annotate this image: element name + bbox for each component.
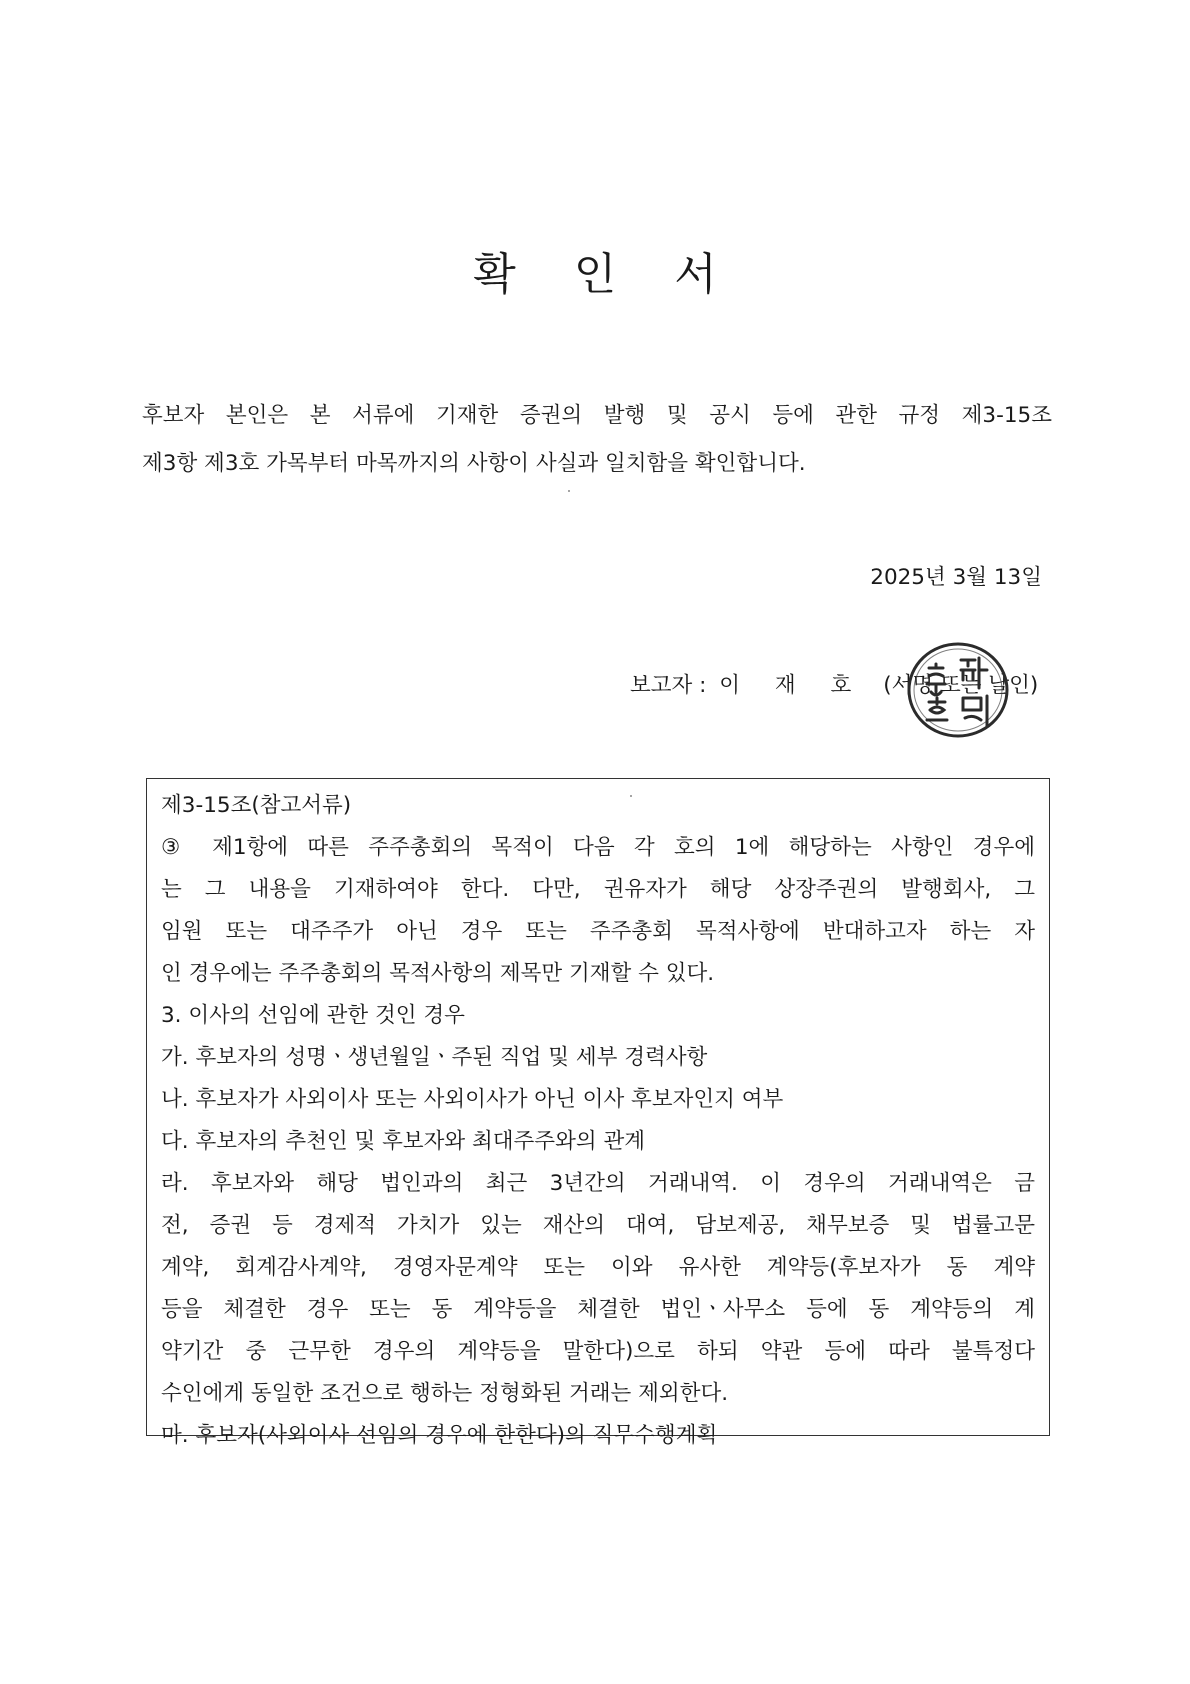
statement-line: 제3항 제3호 가목부터 마목까지의 사항이 사실과 일치함을 확인합니다. bbox=[142, 451, 806, 476]
reference-line: 등을 체결한 경우 또는 동 계약등을 체결한 법인ㆍ사무소 등에 동 계약등의 계 bbox=[161, 1297, 1035, 1322]
reporter-name: 이 재 호 bbox=[719, 673, 866, 698]
name-seal-stamp bbox=[905, 640, 1011, 740]
reference-line: 전, 증권 등 경제적 가치가 있는 재산의 대여, 담보제공, 채무보증 및 법률고문 bbox=[161, 1213, 1035, 1238]
reference-line: 가. 후보자의 성명ㆍ생년월일ㆍ주된 직업 및 세부 경력사항 bbox=[161, 1045, 708, 1070]
reference-line: 다. 후보자의 추천인 및 후보자와 최대주주와의 관계 bbox=[161, 1129, 645, 1154]
reference-line: 라. 후보자와 해당 법인과의 최근 3년간의 거래내역. 이 경우의 거래내역은 금 bbox=[161, 1171, 1035, 1196]
reference-line: 계약, 회계감사계약, 경영자문계약 또는 이와 유사한 계약등(후보자가 동 계약 bbox=[161, 1255, 1035, 1280]
reporter-label: 보고자 : bbox=[630, 673, 714, 698]
reference-line: ③ 제1항에 따른 주주총회의 목적이 다음 각 호의 1에 해당하는 사항인 경우에 bbox=[161, 835, 1035, 860]
reference-line: 마. 후보자(사외이사 선임의 경우에 한한다)의 직무수행계획 bbox=[161, 1423, 718, 1448]
reference-regulation-box bbox=[146, 778, 1050, 1448]
document-date: 2025년 3월 13일 bbox=[870, 565, 1042, 590]
scan-speck bbox=[568, 490, 570, 492]
scan-speck bbox=[630, 795, 632, 797]
confirmation-statement bbox=[142, 392, 1052, 488]
signature-note: (서명 또는 날인) bbox=[883, 673, 1039, 698]
reference-line: 나. 후보자가 사외이사 또는 사외이사가 아닌 이사 후보자인지 여부 bbox=[161, 1087, 784, 1112]
reference-heading: 제3-15조(참고서류) bbox=[161, 793, 352, 818]
statement-line: 후보자 본인은 본 서류에 기재한 증권의 발행 및 공시 등에 관한 규정 제3-15조 bbox=[142, 403, 1052, 428]
reference-line: 임원 또는 대주주가 아닌 경우 또는 주주총회 목적사항에 반대하고자 하는 자 bbox=[161, 919, 1035, 944]
reference-line: 인 경우에는 주주총회의 목적사항의 제목만 기재할 수 있다. bbox=[161, 961, 715, 986]
document-title: 확 인 서 bbox=[473, 249, 739, 300]
reference-line: 약기간 중 근무한 경우의 계약등을 말한다)으로 하되 약관 등에 따라 불특정다 bbox=[161, 1339, 1035, 1364]
reference-line: 수인에게 동일한 조건으로 행하는 정형화된 거래는 제외한다. bbox=[161, 1381, 729, 1406]
reference-line: 는 그 내용을 기재하여야 한다. 다만, 권유자가 해당 상장주권의 발행회사, 그 bbox=[161, 877, 1035, 902]
reference-line: 3. 이사의 선임에 관한 것인 경우 bbox=[161, 1003, 465, 1028]
